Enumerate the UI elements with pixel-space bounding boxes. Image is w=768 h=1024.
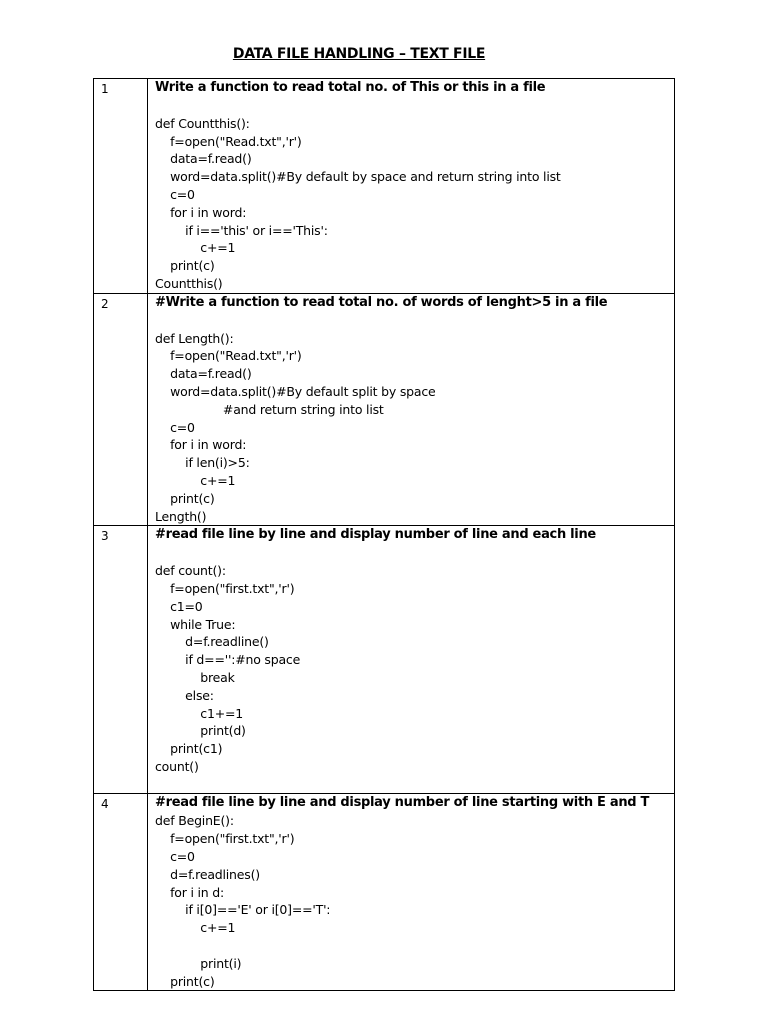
question-heading: #Write a function to read total no. of words of lenght>5 in a file — [155, 294, 608, 310]
code-block — [155, 312, 674, 526]
question-number-cell — [94, 293, 148, 526]
code-line: data=f.read() — [155, 151, 252, 167]
code-line: if i[0]=='E' or i[0]=='T': — [155, 902, 331, 918]
question-number: 4 — [101, 797, 109, 812]
question-number-cell — [94, 526, 148, 794]
page-title: DATA FILE HANDLING – TEXT FILE — [232, 46, 486, 62]
question-heading: #read file line by line and display number of line starting with E and T — [155, 795, 650, 811]
table-row — [94, 293, 675, 526]
code-line: if len(i)>5: — [155, 455, 250, 471]
code-line: while True: — [155, 616, 236, 632]
code-line: c+=1 — [155, 240, 236, 256]
question-content-cell — [148, 794, 675, 991]
code-line: f=open("Read.txt",'r') — [155, 348, 302, 364]
question-content-cell — [148, 293, 675, 526]
question-number: 2 — [101, 296, 109, 311]
question-number-cell — [94, 79, 148, 294]
question-heading: Write a function to read total no. of This or this in a file — [155, 80, 546, 95]
code-block — [155, 812, 674, 990]
code-line: print(c) — [155, 973, 215, 989]
code-line: else: — [155, 687, 214, 703]
code-line: f=open("first.txt",'r') — [155, 580, 295, 596]
code-line: f=open("Read.txt",'r') — [155, 133, 302, 149]
question-number-cell — [94, 794, 148, 991]
code-line: for i in word: — [155, 437, 247, 453]
code-line: data=f.read() — [155, 366, 252, 382]
code-line: print(i) — [155, 955, 242, 971]
code-line: for i in word: — [155, 204, 247, 220]
code-line — [155, 776, 674, 794]
code-line: print(d) — [155, 723, 246, 739]
code-line: d=f.readline() — [155, 634, 269, 650]
code-line: def BeginE(): — [155, 813, 234, 829]
code-line: Length() — [155, 508, 207, 524]
code-line: f=open("first.txt",'r') — [155, 831, 295, 847]
question-content-cell — [148, 526, 675, 794]
code-line: break — [155, 669, 235, 685]
code-block — [155, 97, 674, 293]
code-line: c=0 — [155, 186, 195, 202]
code-line: print(c) — [155, 258, 215, 274]
table-row — [94, 526, 675, 794]
code-line — [155, 937, 674, 955]
code-line: word=data.split()#By default split by space — [155, 383, 436, 399]
code-block — [155, 544, 674, 793]
code-line: Countthis() — [155, 275, 223, 291]
code-line: word=data.split()#By default by space and return string into list — [155, 169, 561, 185]
code-line: for i in d: — [155, 884, 225, 900]
code-line: def Countthis(): — [155, 115, 250, 131]
question-content-cell — [148, 79, 675, 294]
code-line: c+=1 — [155, 920, 236, 936]
code-line: d=f.readlines() — [155, 866, 260, 882]
code-line — [155, 544, 674, 562]
code-line: def Length(): — [155, 330, 234, 346]
code-line: c+=1 — [155, 472, 236, 488]
code-line: c=0 — [155, 419, 195, 435]
code-line: #and return string into list — [155, 401, 384, 417]
code-line: def count(): — [155, 563, 226, 579]
code-line: c1=0 — [155, 598, 203, 614]
question-number: 1 — [101, 82, 109, 96]
table-row — [94, 79, 675, 294]
code-line — [155, 312, 674, 330]
code-line: c1+=1 — [155, 705, 244, 721]
code-line: if d=='':#no space — [155, 652, 301, 668]
code-line: c=0 — [155, 849, 195, 865]
question-number: 3 — [101, 529, 109, 544]
code-line — [155, 97, 674, 115]
table-row — [94, 794, 675, 991]
code-line: if i=='this' or i=='This': — [155, 222, 328, 238]
questions-table — [93, 78, 675, 991]
question-heading: #read file line by line and display number of line and each line — [155, 527, 596, 543]
code-line: count() — [155, 758, 199, 774]
code-line: print(c1) — [155, 741, 223, 757]
code-line: print(c) — [155, 490, 215, 506]
